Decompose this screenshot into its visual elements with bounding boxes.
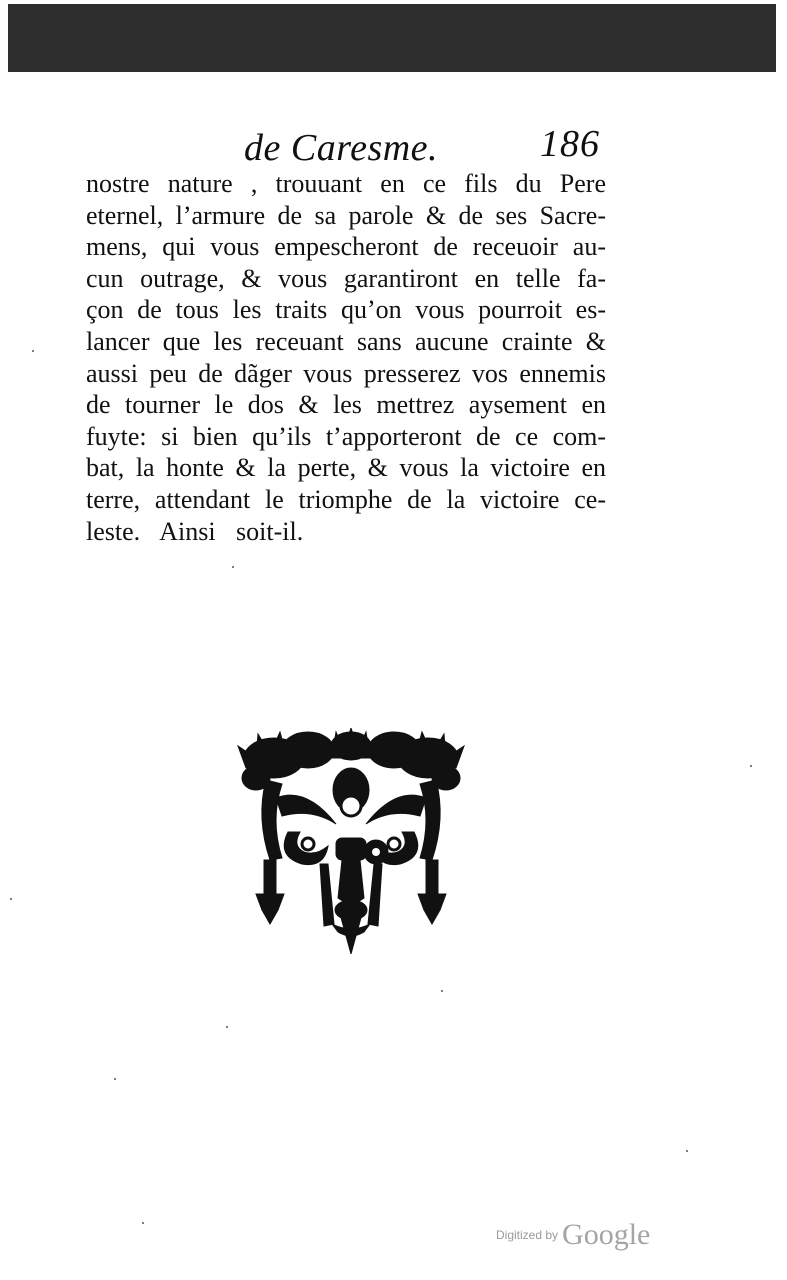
- digitized-watermark: [496, 1218, 650, 1254]
- floral-tailpiece-icon: [236, 728, 466, 954]
- scan-speck: [232, 566, 234, 568]
- digitized-label: Digitized by: [496, 1228, 559, 1242]
- body-text: [86, 168, 606, 547]
- text-line: cun outrage, & vous garantiront en telle fa-: [86, 263, 606, 293]
- scan-speck: [114, 1078, 116, 1080]
- text-line: lancer que les receuant sans aucune crainte &: [86, 326, 606, 356]
- text-line: çon de tous les traits qu’on vous pourroit es-: [86, 295, 606, 325]
- running-head: [0, 122, 787, 172]
- text-line: de tourner le dos & les mettrez aysement en: [86, 390, 606, 420]
- text-line: nostre nature , trouuant en ce fils du Pere: [86, 169, 606, 198]
- scan-speck: [226, 1026, 228, 1028]
- text-line: bat, la honte & la perte, & vous la victoire en: [86, 453, 606, 483]
- scan-border-bar: [8, 4, 776, 72]
- scan-speck: [32, 350, 34, 352]
- scan-speck: [686, 1150, 688, 1152]
- page-title: de Caresme.: [244, 127, 439, 169]
- text-line: eternel, l’armure de sa parole & de ses Sacre-: [86, 200, 606, 230]
- scan-speck: [142, 1222, 144, 1224]
- text-line: terre, attendant le triomphe de la victoire ce-: [86, 484, 606, 514]
- text-line: mens, qui vous empescheront de receuoir au-: [86, 232, 606, 262]
- google-logo: Google: [562, 1218, 651, 1251]
- text-line: aussi peu de dãger vous presserez vos ennemis: [86, 358, 606, 388]
- scan-speck: [750, 765, 752, 767]
- scan-speck: [441, 990, 443, 992]
- text-line: fuyte: si bien qu’ils t’apporteront de ce com-: [86, 421, 606, 451]
- scan-speck: [10, 898, 12, 900]
- page-number: 186: [540, 123, 600, 165]
- text-line-closing: leste. Ainsi soit-il.: [86, 516, 304, 546]
